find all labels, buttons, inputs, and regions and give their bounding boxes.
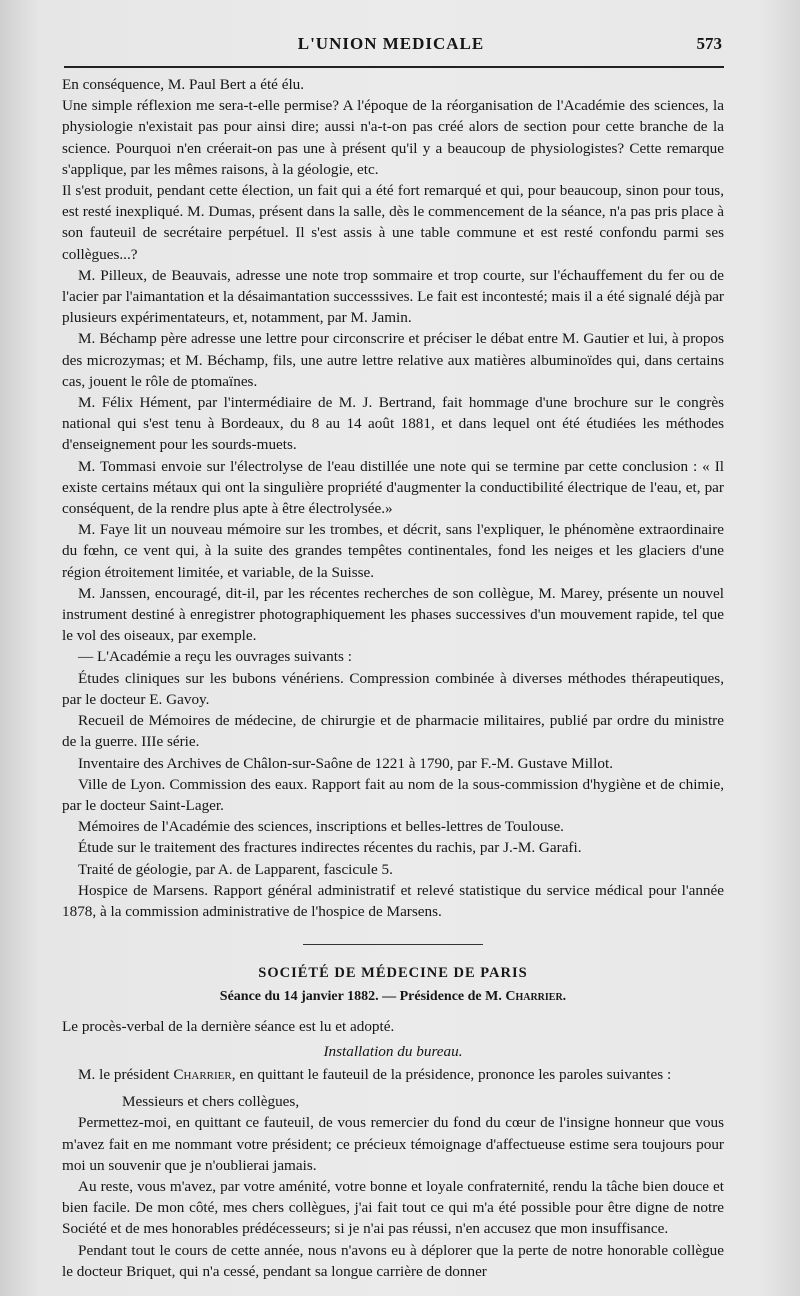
- intro-suffix: , en quittant le fauteuil de la présidence, prononce les paroles suivantes :: [231, 1065, 672, 1083]
- subheading: Installation du bureau.: [323, 1042, 463, 1060]
- paragraph: M. Tommasi envoie sur l'électrolyse de l'eau distillée une note qui se termine par cette conclusion : « Il existe certains métaux qui ont la singulière propriété d'augmenter la conductibilité électrique de l'eau, et, par conséquent, de la rendre plus apte à être électrolysée.»: [62, 457, 724, 518]
- book-entry: Mémoires de l'Académie des sciences, inscriptions et belles-lettres de Toulouse.: [78, 818, 564, 836]
- paragraph: Il s'est produit, pendant cette élection, un fait qui a été fort remarqué et qui, pour beaucoup, sinon pour tous, est resté inexpliqué. M. Dumas, présent dans la salle, dès le commencement de la séance, n'a pas pris place à son fauteuil de secrétaire perpétuel. Il s'est assis à une table commune et est resté confondu parmi ses collègues...?: [62, 182, 724, 263]
- session-president: Charrier.: [505, 989, 567, 1005]
- article-body: [62, 74, 724, 1282]
- paragraph: M. Béchamp père adresse une lettre pour circonscrire et préciser le débat entre M. Gautier et lui, à propos des microzymas; et M. Béchamp, fils, une autre lettre relative aux matières albuminoïdes qui, dans certains cas, jouent le rôle de ptomaïnes.: [62, 330, 724, 390]
- book-entry: Hospice de Marsens. Rapport général administratif et relevé statistique du service médical pour l'année 1878, à la commission administrative de l'hospice de Marsens.: [62, 881, 724, 920]
- session-line: [62, 986, 724, 1007]
- paragraph: — L'Académie a reçu les ouvrages suivants :: [78, 648, 352, 666]
- book-entry: Étude sur le traitement des fractures indirectes récentes du rachis, par J.-M. Garafi.: [78, 839, 582, 857]
- speech-paragraph: Permettez-moi, en quittant ce fauteuil, de vous remercier du fond du cœur de l'insigne honneur que vous m'avez fait en me nommant votre président; ce précieux témoignage d'affectueuse estime sera toujours pour moi un souvenir que je n'oublierai jamais.: [62, 1114, 724, 1174]
- salutation: Messieurs et chers collègues,: [122, 1093, 300, 1111]
- book-entry: Inventaire des Archives de Châlon-sur-Saône de 1221 à 1790, par F.-M. Gustave Millot.: [78, 754, 613, 772]
- paragraph: M. Janssen, encouragé, dit-il, par les récentes recherches de son collègue, M. Marey, présente un nouvel instrument destiné à enregistrer photographiquement les phases successives d'un mouvement rapide, tel que le vol des oiseaux, par exemple.: [62, 584, 724, 645]
- header-rule: [64, 66, 724, 68]
- page-number: 573: [696, 34, 722, 53]
- book-entry: Recueil de Mémoires de médecine, de chirurgie et de pharmacie militaires, publié par ordre du ministre de la guerre. IIIe série.: [62, 712, 724, 751]
- minutes-line: Le procès-verbal de la dernière séance est lu et adopté.: [62, 1017, 395, 1035]
- section-divider: [303, 944, 483, 945]
- book-entry: Traité de géologie, par A. de Lapparent, fascicule 5.: [78, 860, 393, 878]
- president-name: Charrier: [173, 1065, 232, 1083]
- speech-paragraph: Pendant tout le cours de cette année, nous n'avons eu à déplorer que la perte de notre honorable collègue le docteur Briquet, qui n'a cessé, pendant sa longue carrière de donner: [62, 1241, 724, 1280]
- intro-paragraph: [62, 1064, 724, 1085]
- book-entry: Ville de Lyon. Commission des eaux. Rapport fait au nom de la sous-commission d'hygiène et de chimie, par le docteur Saint-Lager.: [62, 775, 724, 814]
- session-date: Séance du 14 janvier 1882. — Présidence de M.: [219, 989, 506, 1005]
- book-entry: Études cliniques sur les bubons vénériens. Compression combinée à diverses méthodes thérapeutiques, par le docteur E. Gavoy.: [62, 669, 724, 708]
- paragraph: M. Faye lit un nouveau mémoire sur les trombes, et décrit, sans l'expliquer, le phénomène extraordinaire du fœhn, ce vent qui, à la suite des grandes tempêtes continentales, fond les neiges et les glaciers d'une région étroitement limitée, et variable, de la Suisse.: [62, 521, 724, 581]
- paragraph: Une simple réflexion me sera-t-elle permise? A l'époque de la réorganisation de l'Académie des sciences, la physiologie n'existait pas pour ainsi dire; aussi n'a-t-on pas créé alors de section pour cette branche de la science. Pourquoi n'en créerait-on pas une à présent qu'il y a beaucoup de physiologistes? Cette remarque s'applique, par les mêmes raisons, à la géologie, etc.: [62, 97, 724, 178]
- intro-prefix: M. le président: [78, 1065, 174, 1083]
- paragraph: M. Pilleux, de Beauvais, adresse une note trop sommaire et trop courte, sur l'échauffement du fer ou de l'acier par l'aimantation et la désaimantation successsives. Le fait est incontesté; mais il a été signalé déjà par plusieurs expérimentateurs, et, notamment, par M. Jamin.: [62, 266, 724, 327]
- running-header: [60, 34, 722, 58]
- journal-title: L'UNION MEDICALE: [297, 34, 485, 53]
- paragraph: M. Félix Hément, par l'intermédiaire de M. J. Bertrand, fait hommage d'une brochure sur le congrès national qui s'est tenu à Bordeaux, du 8 au 14 août 1881, et dans lequel ont été étudiées les méthodes d'enseignement pour les sourds-muets.: [62, 394, 724, 454]
- speech-paragraph: Au reste, vous m'avez, par votre aménité, votre bonne et loyale confraternité, rendu la tâche bien douce et bien facile. De mon côté, mes chers collègues, j'ai fait tout ce qui m'a été possible pour être digne de notre Société et de mes honorables prédécesseurs; si je n'ai pas réussi, n'en accusez que mon insuffisance.: [62, 1177, 724, 1238]
- paragraph: En conséquence, M. Paul Bert a été élu.: [62, 76, 305, 93]
- section-title: SOCIÉTÉ DE MÉDECINE DE PARIS: [258, 965, 528, 982]
